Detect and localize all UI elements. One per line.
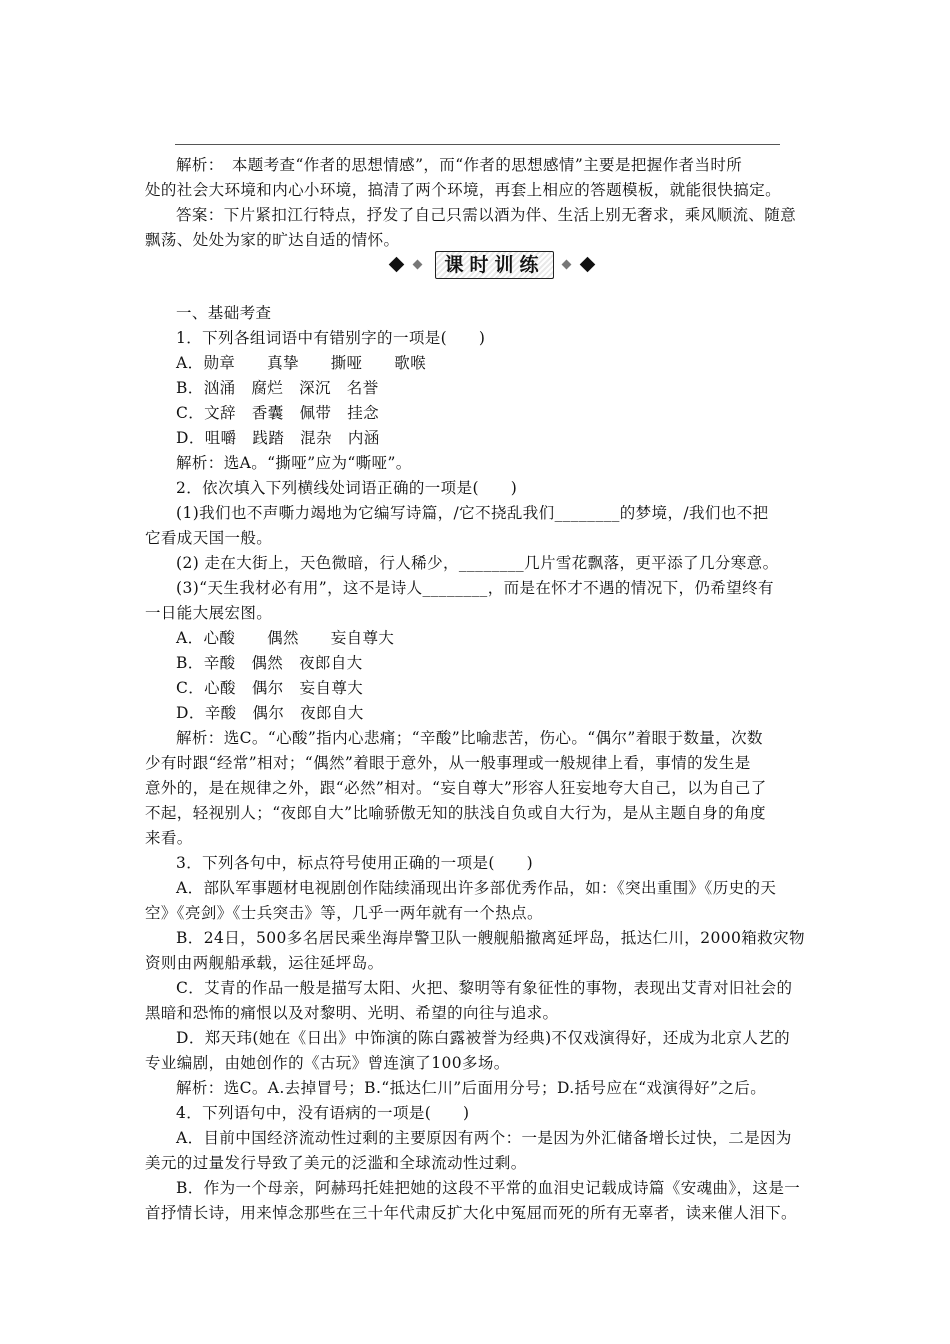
text-line: 1．下列各组词语中有错别字的一项是( )	[176, 329, 486, 347]
text-line: 一、基础考查	[176, 304, 272, 322]
text-line: 少有时跟“经常”相对；“偶然”着眼于意外，从一般事理或一般规律上看，事情的发生是	[145, 754, 751, 772]
text-line: 一日能大展宏图。	[145, 604, 273, 622]
text-line: (1)我们也不声嘶力竭地为它编写诗篇，/它不挠乱我们________的梦境，/我们也不把	[176, 504, 769, 522]
text-line: B．24日，500多名居民乘坐海岸警卫队一艘舰船撤离延坪岛，抵达仁川，2000箱救灾物	[176, 929, 805, 947]
text-line: 4．下列语句中，没有语病的一项是( )	[176, 1104, 470, 1122]
text-line: 首抒情长诗，用来悼念那些在三十年代肃反扩大化中冤屈而死的所有无辜者，读来催人泪下。	[145, 1204, 797, 1222]
text-line: 解析：选A。“撕哑”应为“嘶哑”。	[176, 454, 412, 472]
text-line: 答案：下片紧扣江行特点，抒发了自己只需以酒为伴、生活上别无奢求，乘风顺流、随意	[176, 206, 797, 224]
text-line: 解析：选C。A.去掉冒号；B.“抵达仁川”后面用分号；D.括号应在“戏演得好”之后。	[176, 1079, 767, 1097]
section-banner	[388, 251, 598, 279]
diamond-left-large-icon	[389, 257, 405, 273]
text-line: 它看成天国一般。	[145, 529, 273, 547]
text-line: D．辛酸 偶尔 夜郎自大	[176, 704, 364, 722]
text-line: 2．依次填入下列横线处词语正确的一项是( )	[176, 479, 518, 497]
text-line: B．作为一个母亲，阿赫玛托娃把她的这段不平常的血泪史记载成诗篇《安魂曲》，这是一	[176, 1179, 801, 1197]
text-line: A．目前中国经济流动性过剩的主要原因有两个：一是因为外汇储备增长过快，二是因为	[176, 1129, 792, 1147]
text-line: 意外的，是在规律之外，跟“必然”相对。“妄自尊大”形容人狂妄地夸大自己，以为自己了	[145, 779, 767, 797]
text-line: C．文辞 香囊 佩带 挂念	[176, 404, 380, 422]
diamond-right-small-icon	[562, 260, 572, 270]
text-line: 解析：选C。“心酸”指内心悲痛；“辛酸”比喻悲苦，伤心。“偶尔”着眼于数量，次数	[176, 729, 763, 747]
diamond-right-large-icon	[580, 257, 596, 273]
text-line: D．郑天玮(她在《日出》中饰演的陈白露被誉为经典)不仅戏演得好，还成为北京人艺的	[176, 1029, 791, 1047]
text-line: 空》《亮剑》《士兵突击》等，几乎一两年就有一个热点。	[145, 904, 543, 922]
text-line: 不起，轻视别人；“夜郎自大”比喻骄傲无知的肤浅自负或自大行为，是从主题自身的角度	[145, 804, 766, 822]
text-line: 3．下列各句中，标点符号使用正确的一项是( )	[176, 854, 534, 872]
section-title: 课时训练	[435, 251, 554, 279]
text-line: 飘荡、处处为家的旷达自适的情怀。	[145, 231, 400, 249]
text-line: 专业编剧，由她创作的《古玩》曾连演了100多场。	[145, 1054, 510, 1072]
text-line: C．艾青的作品一般是描写太阳、火把、黎明等有象征性的事物，表现出艾青对旧社会的	[176, 979, 793, 997]
diamond-left-small-icon	[413, 260, 423, 270]
text-line: 来看。	[145, 829, 193, 847]
text-line: (3)“天生我材必有用”，这不是诗人________，而是在怀才不遇的情况下，仍希望终有	[176, 579, 774, 597]
text-line: A．心酸 偶然 妄自尊大	[176, 629, 395, 647]
text-line: 解析： 本题考查“作者的思想情感”，而“作者的思想感情”主要是把握作者当时所	[176, 156, 743, 174]
text-line: (2) 走在大街上，天色微暗，行人稀少，________几片雪花飘落，更平添了几分寒意。	[176, 554, 779, 572]
text-line: A．部队军事题材电视剧创作陆续涌现出许多部优秀作品，如：《突出重围》《历史的天	[176, 879, 777, 897]
text-line: 美元的过量发行导致了美元的泛滥和全球流动性过剩。	[145, 1154, 527, 1172]
text-line: A．勋章 真挚 撕哑 歌喉	[176, 354, 427, 372]
text-line: 资则由两舰船承载，运往延坪岛。	[145, 954, 384, 972]
top-divider	[175, 144, 780, 145]
text-line: B．汹涌 腐烂 深沉 名誉	[176, 379, 379, 397]
text-line: 黑暗和恐怖的痛恨以及对黎明、光明、希望的向往与追求。	[145, 1004, 559, 1022]
text-line: 处的社会大环境和内心小环境，搞清了两个环境，再套上相应的答题模板，就能很快搞定。	[145, 181, 782, 199]
text-line: C．心酸 偶尔 妄自尊大	[176, 679, 364, 697]
text-line: B．辛酸 偶然 夜郎自大	[176, 654, 363, 672]
text-line: D．咀嚼 践踏 混杂 内涵	[176, 429, 380, 447]
